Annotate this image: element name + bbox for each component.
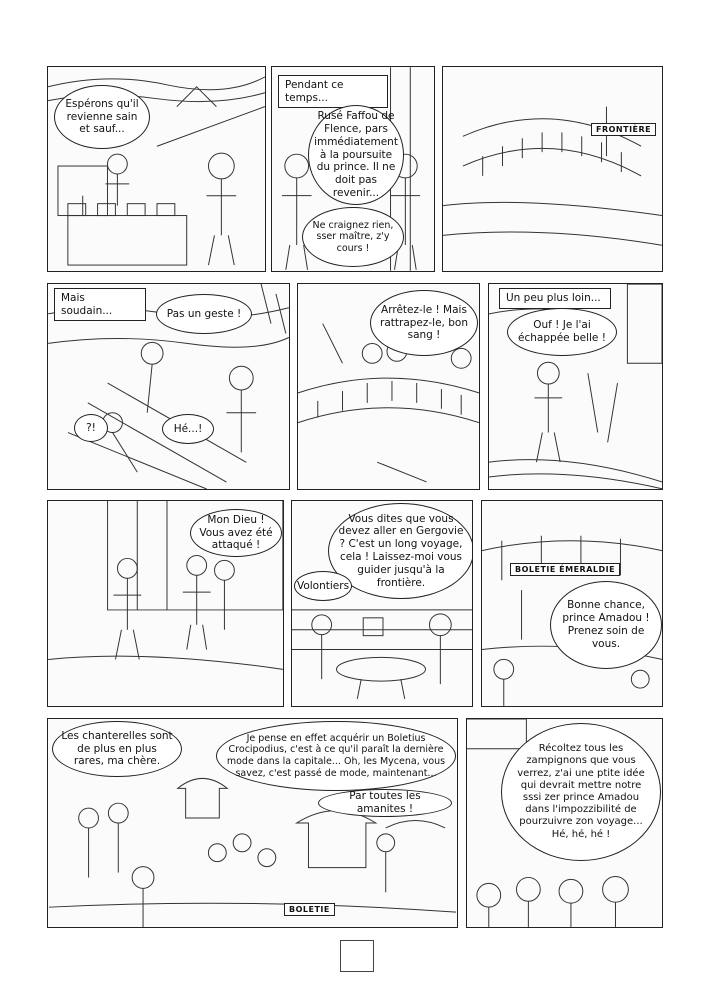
panel-3 <box>442 66 663 272</box>
bubble-text: Mon Dieu ! Vous avez été attaqué ! <box>199 513 273 552</box>
bubble-text: Je pense en effet acquérir un Boletius Crocipodius, c'est à ce qu'il paraît la dernière mode dans la capitale... Oh, les Mycena, vous savez, c'est passé de mode, maintenant... <box>226 732 446 779</box>
frontier-sign: FRONTIÈRE <box>591 123 656 136</box>
panel-5 <box>297 283 480 490</box>
bridge-scene-art <box>443 67 662 271</box>
speech-bubble <box>190 509 282 557</box>
bubble-text: Arrêtez-le ! Mais rattrapez-le, bon sang ! <box>380 303 468 342</box>
panel-8 <box>291 500 473 707</box>
panel-4 <box>47 283 290 490</box>
speech-bubble <box>52 721 182 777</box>
panel-6 <box>488 283 663 490</box>
bubble-text: Hé...! <box>173 422 203 435</box>
panel-7 <box>47 500 284 707</box>
bubble-text: Ouf ! Je l'ai échappée belle ! <box>518 319 606 344</box>
bubble-text: Rusé Faffou de Flence, pars immédiatement à la poursuite du prince. Il ne doit pas revenir... <box>314 110 398 199</box>
speech-bubble <box>507 308 617 356</box>
bubble-text: Récoltez tous les zampignons que vous verrez, z'ai une ptite idée qui devrait mettre notre sssi zer prince Amadou dans l'impozzibilité de pourzuivre zon voyage... Hé, hé, hé ! <box>517 743 645 840</box>
speech-bubble <box>162 414 214 444</box>
speech-bubble <box>550 581 662 669</box>
panel-10 <box>47 718 458 928</box>
bubble-text: Ne craignez rien, sser maître, z'y cours ! <box>312 219 394 254</box>
bubble-text: Espérons qu'il revienne sain et sauf... <box>65 97 139 136</box>
speech-bubble <box>294 571 352 601</box>
panel-2 <box>271 66 435 272</box>
panel-9 <box>481 500 663 707</box>
speech-bubble <box>370 290 478 356</box>
speech-bubble <box>156 294 252 334</box>
panel-11 <box>466 718 663 928</box>
speech-bubble <box>216 721 456 791</box>
border-sign: BOLETIE ÉMERALDIE <box>510 563 620 576</box>
caption-box: Un peu plus loin... <box>499 288 611 309</box>
speech-bubble <box>501 723 661 861</box>
panel-1 <box>47 66 266 272</box>
bubble-text: Par toutes les amanites ! <box>349 790 421 815</box>
bubble-text: Vous dites que vous devez aller en Gergovie ? C'est un long voyage, cela ! Laissez-moi vous guider jusqu'à la frontière. <box>338 512 464 589</box>
boletie-sign: BOLETIE <box>284 903 335 916</box>
speech-bubble <box>318 789 452 817</box>
caption-box: Mais soudain... <box>54 288 146 321</box>
bubble-text: Bonne chance, prince Amadou ! Prenez soin de vous. <box>562 599 650 650</box>
speech-bubble <box>308 105 404 205</box>
caption-box: Pendant ce temps... <box>278 75 388 108</box>
bubble-text: Les chanterelles sont de plus en plus rares, ma chère. <box>61 729 173 768</box>
bubble-text: Volontiers <box>296 579 350 592</box>
page-number-box <box>340 940 374 972</box>
bubble-text: ?! <box>86 421 96 434</box>
speech-bubble <box>302 207 404 267</box>
speech-bubble <box>74 414 108 442</box>
bubble-text: Pas un geste ! <box>166 307 242 320</box>
speech-bubble <box>54 85 150 149</box>
